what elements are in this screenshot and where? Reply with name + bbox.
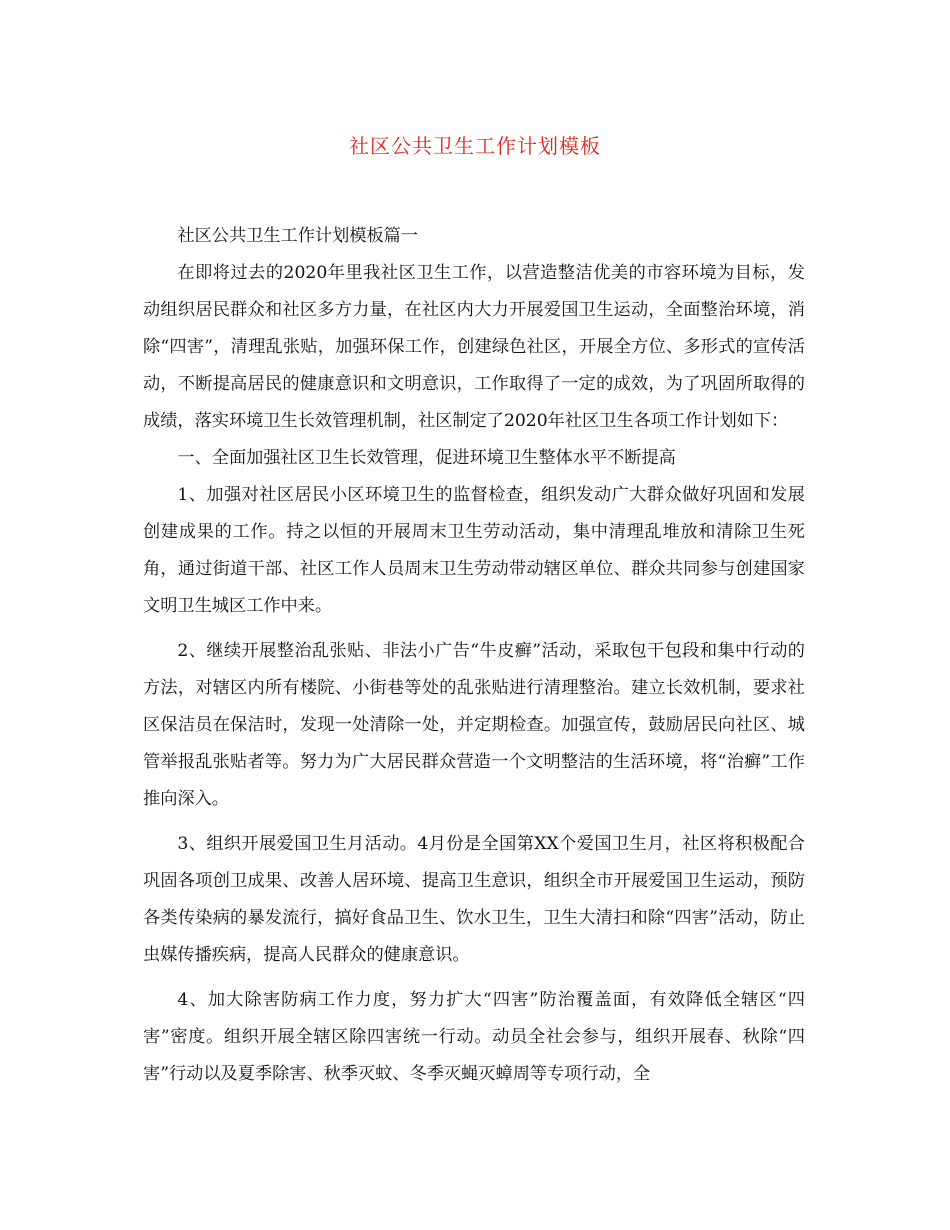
document-body [143, 218, 805, 1093]
part-one-heading: 一、全面加强社区卫生长效管理，促进环境卫生整体水平不断提高 [177, 448, 676, 468]
item-3-paragraph: 3、组织开展爱国卫生月活动。4月份是全国第XX个爱国卫生月，社区将积极配合巩固各项创卫成果、改善人居环境、提高卫生意识，组织全市开展爱国卫生运动，预防各类传染病的暴发流行，搞好食品卫生、饮水卫生，卫生大清扫和除“四害”活动，防止虫媒传播疾病，提高人民群众的健康意识。 [143, 834, 805, 965]
item-1-paragraph: 1、加强对社区居民小区环境卫生的监督检查，组织发动广大群众做好巩固和发展创建成果的工作。持之以恒的开展周末卫生劳动活动，集中清理乱堆放和清除卫生死角，通过街道干部、社区工作人员周末卫生劳动带动辖区单位、群众共同参与创建国家文明卫生城区工作中来。 [143, 485, 805, 616]
section-heading: 社区公共卫生工作计划模板篇一 [177, 226, 419, 246]
document-title: 社区公共卫生工作计划模板 [349, 134, 601, 158]
intro-paragraph: 在即将过去的2020年里我社区卫生工作，以营造整洁优美的市容环境为目标，发动组织居民群众和社区多方力量，在社区内大力开展爱国卫生运动，全面整治环境，消除“四害”，清理乱张贴，加强环保工作，创建绿色社区，开展全方位、多形式的宣传活动，不断提高居民的健康意识和文明意识，工作取得了一定的成效，为了巩固所取得的成绩，落实环境卫生长效管理机制，社区制定了2020年社区卫生各项工作计划如下： [143, 263, 805, 431]
item-2-paragraph: 2、继续开展整治乱张贴、非法小广告“牛皮癣”活动，采取包干包段和集中行动的方法，对辖区内所有楼院、小街巷等处的乱张贴进行清理整治。建立长效机制，要求社区保洁员在保洁时，发现一处清除一处，并定期检查。加强宣传，鼓励居民向社区、城管举报乱张贴者等。努力为广大居民群众营造一个文明整洁的生活环境，将“治癣”工作推向深入。 [143, 641, 805, 809]
item-4-paragraph: 4、加大除害防病工作力度，努力扩大“四害”防治覆盖面，有效降低全辖区“四害”密度。组织开展全辖区除四害统一行动。动员全社会参与，组织开展春、秋除“四害”行动以及夏季除害、秋季灭蚊、冬季灭蝇灭蟑周等专项行动，全 [143, 990, 805, 1084]
